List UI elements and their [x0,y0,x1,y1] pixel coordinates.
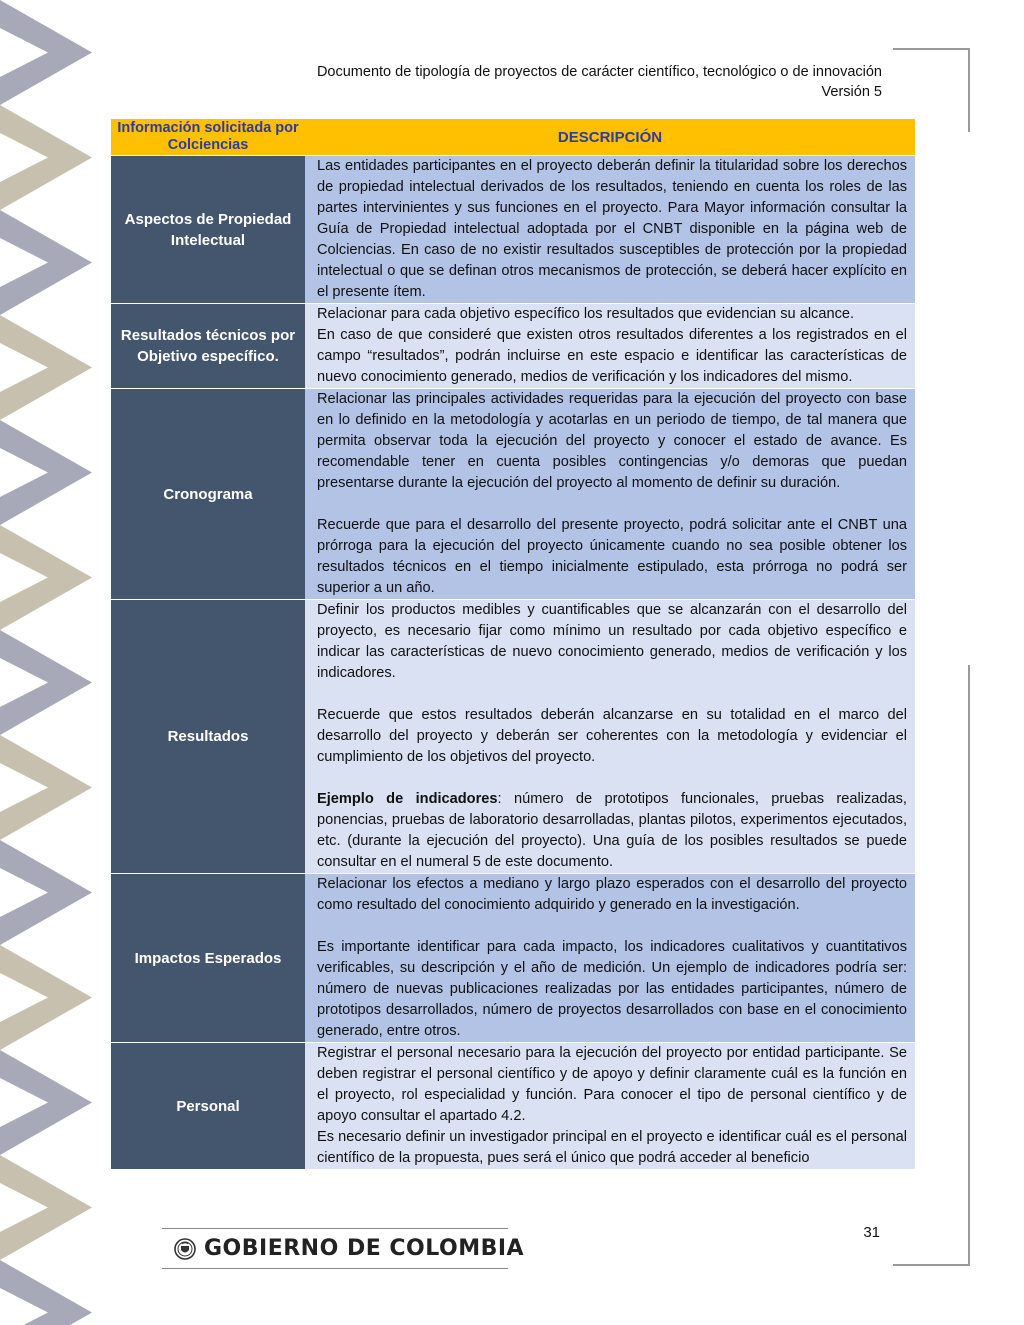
table-row-cronograma [111,389,915,600]
description-paragraph: Registrar el personal necesario para la ejecución del proyecto por entidad participante. Se deben registrar el personal científico y de apoyo y definir claramente cuál es la función en el proyecto, rol especialidad y función. Para conocer el tipo de personal científico y de apoyo consultar el apartado 4.2. [317,1045,907,1124]
chevron-band [0,0,92,105]
document-title: Documento de tipología de proyectos de carácter científico, tecnológico o de innovación [316,64,882,80]
description-paragraph: Relacionar las principales actividades requeridas para la ejecución del proyecto con base en lo definido en la metodología y acotarlas en un periodo de tiempo, de tal manera que permita observar toda la ejecución del proyecto y conocer el estado de avance. Es recomendable tener en cuenta posibles contingencias y/o demoras que puedan presentarse durante la ejecución del proyecto al momento de definir su duración. [317,391,907,491]
table-row-resultados [111,600,915,874]
row-description [305,1043,915,1170]
description-paragraph: Relacionar para cada objetivo específico los resultados que evidencian su alcance. [317,306,855,322]
row-label: Impactos Esperados [111,874,305,1043]
row-description [305,600,915,874]
description-paragraph: Las entidades participantes en el proyecto deberán definir la titularidad sobre los derechos de propiedad intelectual derivados de los resultados, teniendo en cuenta los roles de las partes intervinientes y sus funciones en el proyecto. Para Mayor información consultar la Guía de Propiedad intelectual adoptada por el CNBT disponible en la página web de Colciencias. En caso de no existir resultados susceptibles de protección por la propiedad intelectual o que se definan otros mecanismos de protección, se deberá hacer explícito en el presente ítem. [317,158,907,300]
table-row-resultados-tecnicos [111,304,915,389]
row-label: Aspectos de Propiedad Intelectual [111,156,305,304]
page-number: 31 [863,1224,880,1241]
indicator-example-text: : número de prototipos funcionales, pruebas realizadas, ponencias, pruebas de laboratorio desarrolladas, plantas pilotos, experimentos ejecutados, etc. (durante la ejecución del proyecto). Una guía de los posibles resultados se puede consultar en el numeral 5 de este documento. [317,791,907,870]
row-label: Resultados [111,600,305,874]
description-paragraph: Recuerde que para el desarrollo del presente proyecto, podrá solicitar ante el CNBT una prórroga para la ejecución del proyecto únicamente cuando no sea posible obtener los resultados técnicos en el tiempo inicialmente estipulado, esta prórroga no podrá ser superior a un año. [317,517,907,596]
frame-bottom-horizontal [893,1264,970,1266]
frame-right-vertical [968,665,970,1266]
project-info-table [111,119,915,1169]
chevron-band [0,420,92,525]
paragraph-spacer [317,684,907,705]
footer-logo [174,1236,524,1261]
chevron-band [0,315,92,420]
chevron-band [0,630,92,735]
chevron-band [0,840,92,945]
paragraph-spacer [317,768,907,789]
chevron-band [0,945,92,1050]
table-row-personal [111,1043,915,1170]
document-version: Versión 5 [821,84,882,100]
chevron-band [0,735,92,840]
indicator-example-paragraph [317,789,907,873]
footer-rule-top [162,1228,508,1229]
footer-brand-text: GOBIERNO DE COLOMBIA [204,1236,525,1261]
row-description [305,389,915,600]
description-paragraph: Es necesario definir un investigador principal en el proyecto e identificar cuál es el personal científico de la propuesta, pues será el único que podrá acceder al beneficio [317,1129,907,1166]
description-paragraph: Es importante identificar para cada impacto, los indicadores cualitativos y cuantitativos verificables, su descripción y el año de medición. Un ejemplo de indicadores podría ser: número de nuevas publicaciones realizadas por las entidades participantes, número de prototipos desarrollados, número de proyectos desarrollados con base en el conocimiento generado, entre otros. [317,939,907,1039]
paragraph-spacer [317,494,907,515]
row-label: Resultados técnicos por Objetivo específico. [111,304,305,389]
indicator-example-label: Ejemplo de indicadores [317,791,498,807]
description-paragraph: En caso de que consideré que existen otros resultados diferentes a los registrados en el campo “resultados”, podrán incluirse en este espacio e identificar las características de nuevo conocimiento generado, medios de verificación y los indicadores del mismo. [317,327,907,385]
column-header-info-requested: Información solicitada por Colciencias [111,119,305,156]
frame-corner-top-vertical [968,48,970,132]
row-description [305,156,915,304]
side-chevron-pattern [0,0,92,1325]
chevron-band [0,1155,92,1260]
paragraph-spacer [317,916,907,937]
chevron-band [0,1050,92,1155]
column-header-description: DESCRIPCIÓN [305,119,915,156]
table-header-row [111,119,915,156]
row-description [305,304,915,389]
chevron-band [0,105,92,210]
frame-corner-top-horizontal [893,48,970,50]
table-row-propiedad-intelectual [111,156,915,304]
chevron-band [0,525,92,630]
row-description [305,874,915,1043]
table-row-impactos-esperados [111,874,915,1043]
description-paragraph: Relacionar los efectos a mediano y largo plazo esperados con el desarrollo del proyecto como resultado del conocimiento adquirido y generado en la investigación. [317,876,907,913]
document-header [242,62,882,102]
footer-rule-bottom [162,1268,508,1269]
description-paragraph: Definir los productos medibles y cuantificables que se alcanzarán con el desarrollo del proyecto, es necesario fijar como mínimo un resultado por cada objetivo específico e indicar las características de nuevo conocimiento generado, medios de verificación y los indicadores. [317,602,907,681]
row-label: Personal [111,1043,305,1170]
description-paragraph: Recuerde que estos resultados deberán alcanzarse en su totalidad en el marco del desarrollo del proyecto y deberán ser coherentes con la metodología y evidenciar el cumplimiento de los objetivos del proyecto. [317,707,907,765]
colombia-coat-of-arms-icon [174,1238,196,1260]
chevron-band [0,210,92,315]
chevron-band [0,1260,92,1325]
row-label: Cronograma [111,389,305,600]
